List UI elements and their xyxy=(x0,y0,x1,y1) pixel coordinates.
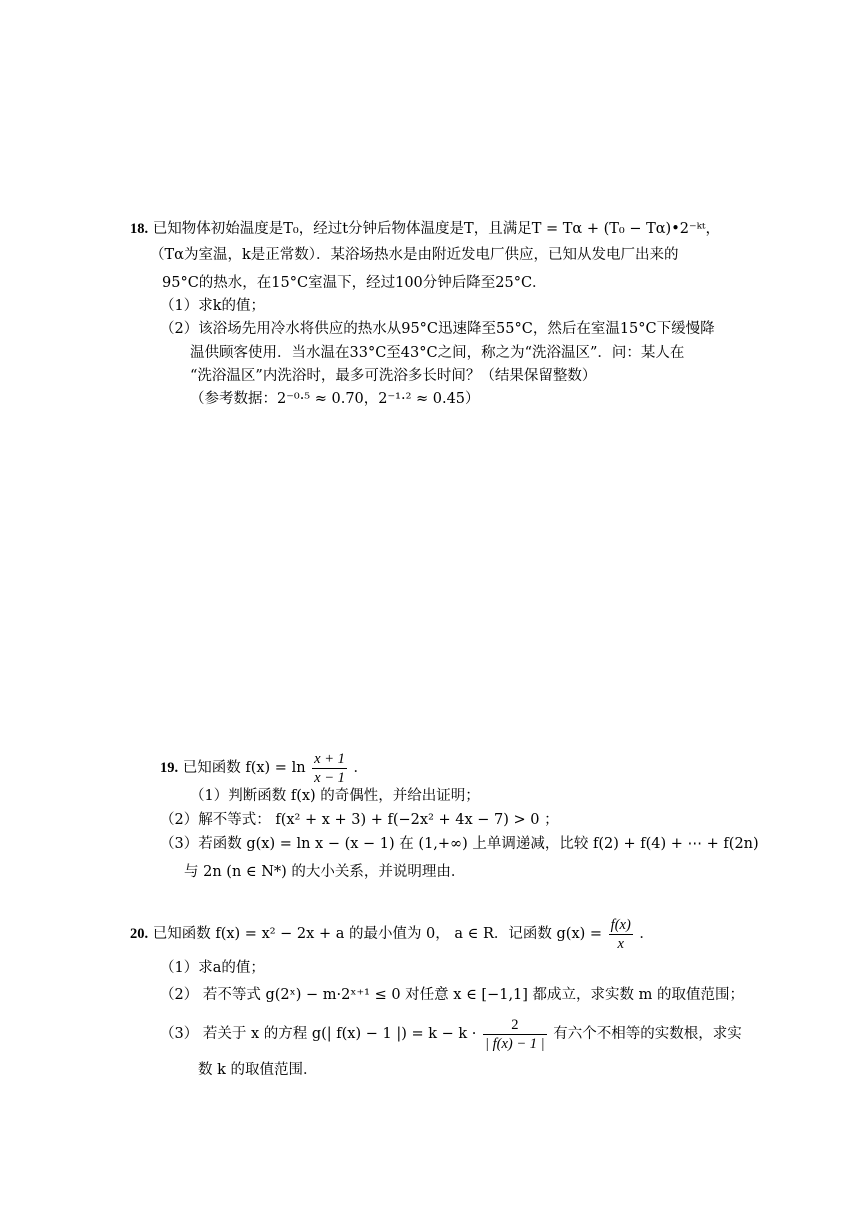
q20-part3-post: 有六个不相等的实数根，求实 xyxy=(553,1026,742,1042)
q18-part2-line3 xyxy=(190,366,596,386)
q20-fraction xyxy=(609,916,633,953)
q20-number: 20. xyxy=(130,926,149,942)
q19-part3-text1: （3）若函数 g(x) = ln x − (x − 1) 在 (1,+∞) 上单调递减，比较 f(2) + f(4) + ⋯ + f(2n) xyxy=(160,836,759,852)
q18-line2 xyxy=(150,245,679,265)
q19-part2 xyxy=(160,810,559,830)
q19-part3-line2 xyxy=(184,862,465,882)
q18-part2-text3: “洗浴温区”内洗浴时，最多可洗浴多长时间？（结果保留整数） xyxy=(190,368,597,384)
q18-reference xyxy=(190,389,480,409)
q18-part1 xyxy=(160,296,265,316)
q18-reference-text: （参考数据：2⁻⁰·⁵ ≈ 0.70，2⁻¹·² ≈ 0.45） xyxy=(190,391,480,407)
q20-part3-frac-denominator: | f(x) − 1 | xyxy=(485,1035,545,1052)
q19-frac-denominator: x − 1 xyxy=(314,769,345,786)
q18-text-line3: 95°C的热水，在15°C室温下，经过100分钟后降至25°C． xyxy=(162,275,547,291)
q20-intro-end: ． xyxy=(639,926,654,942)
q18-line1 xyxy=(130,219,720,239)
q18-part2-text1: （2）该浴场先用冷水将供应的热水从95°C迅速降至55°C，然后在室温15°C下缓慢降 xyxy=(160,321,715,337)
q18-text-line1: 已知物体初始温度是T₀，经过t分钟后物体温度是T，且满足T = Tα + (T₀ − Tα)•2⁻ᵏᵗ， xyxy=(152,221,721,237)
q18-part2-text2: 温供顾客使用．当水温在33°C至43°C之间，称之为“洗浴温区”．问：某人在 xyxy=(190,345,685,361)
q19-part1-text: （1）判断函数 f(x) 的奇偶性，并给出证明； xyxy=(190,788,480,804)
q19-frac-numerator: x + 1 xyxy=(314,750,345,767)
q19-part2-text: （2）解不等式： f(x² + x + 3) + f(−2x² + 4x − 7) > 0 ； xyxy=(160,812,559,828)
q20-part1-text: （1）求a的值； xyxy=(160,960,265,976)
q20-part3-frac-numerator: 2 xyxy=(483,1016,547,1035)
q20-part3-fraction xyxy=(483,1016,547,1053)
q20-part1 xyxy=(160,958,265,978)
q20-frac-denominator: x xyxy=(617,935,624,952)
q19-fraction xyxy=(312,750,347,787)
q20-frac-numerator: f(x) xyxy=(610,916,631,933)
q19-intro: 已知函数 f(x) = ln xyxy=(182,760,306,776)
q18-part2-line2 xyxy=(190,343,684,363)
q19-part3-text2: 与 2n (n ∈ N*) 的大小关系，并说明理由． xyxy=(184,864,466,880)
q18-part1-text: （1）求k的值； xyxy=(160,298,266,314)
q20-part2-text: （2） 若不等式 g(2ˣ) − m·2ˣ⁺¹ ≤ 0 对任意 x ∈ [−1,1] 都成立，求实数 m 的取值范围； xyxy=(160,987,745,1003)
q20-intro: 已知函数 f(x) = x² − 2x + a 的最小值为 0， a ∈ R．记函数 g(x) = xyxy=(152,926,603,942)
q19-number: 19. xyxy=(160,760,179,776)
q19-line1 xyxy=(160,747,368,789)
q20-part2 xyxy=(160,985,744,1005)
q20-line1 xyxy=(130,913,654,955)
q20-part3-line2 xyxy=(198,1060,318,1080)
q19-part1 xyxy=(190,786,480,806)
q18-number: 18. xyxy=(130,221,149,237)
q18-text-line2: （Tα为室温，k是正常数）．某浴场热水是由附近发电厂供应，已知从发电厂出来的 xyxy=(150,247,679,263)
q20-part3-pre: （3） 若关于 x 的方程 g(| f(x) − 1 |) = k − k · xyxy=(160,1026,477,1042)
q18-part2-line1 xyxy=(160,319,715,339)
q19-intro-end: ． xyxy=(353,760,368,776)
q20-part3-text2: 数 k 的取值范围． xyxy=(198,1062,318,1078)
q20-part3-line1 xyxy=(160,1013,742,1055)
q18-line3 xyxy=(162,273,547,293)
q19-part3-line1 xyxy=(160,834,759,854)
